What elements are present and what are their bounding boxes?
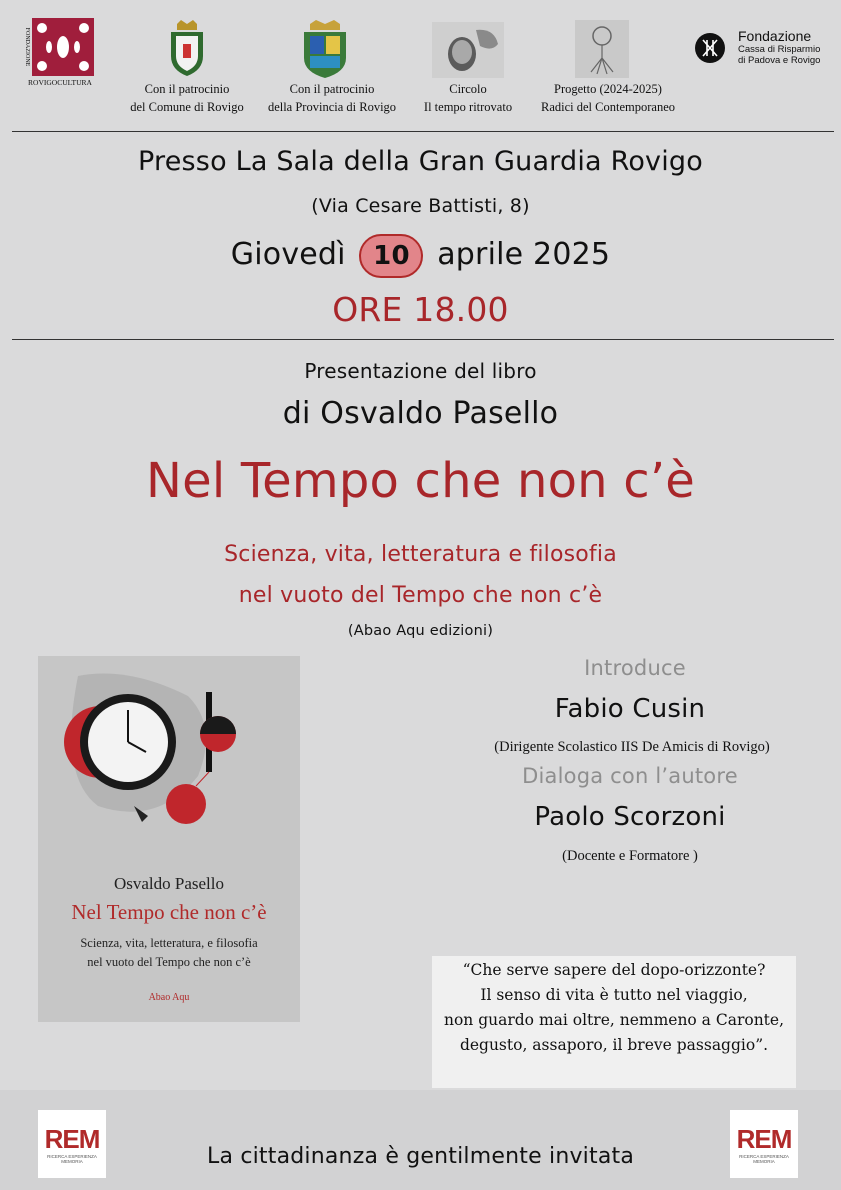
footer xyxy=(0,1090,841,1190)
publisher-note: (Abao Aqu edizioni) xyxy=(347,623,494,639)
month-year: aprile 2025 xyxy=(437,237,611,272)
cover-publisher: Abao Aqu xyxy=(148,992,190,1003)
poem-quote xyxy=(432,956,796,1088)
sponsor-provincia-label: Con il patrocinio della Provincia di Rovigo xyxy=(267,82,397,114)
rovigocultura-logo xyxy=(22,18,98,90)
book-cover-image xyxy=(38,656,300,1022)
author-line: di Osvaldo Pasello xyxy=(282,396,559,431)
cover-title: Nel Tempo che non c’è xyxy=(71,900,267,924)
dialogue-name: Paolo Scorzoni xyxy=(534,802,726,832)
presentation-intro: Presentazione del libro xyxy=(304,359,537,383)
introducer-role: (Dirigente Scolastico IIS De Amicis di Rovigo) xyxy=(494,739,770,755)
cover-author: Osvaldo Pasello xyxy=(113,874,225,893)
top-divider xyxy=(12,131,834,132)
event-date xyxy=(0,232,841,278)
introduce-label: Introduce xyxy=(584,656,686,680)
introducer-name: Fabio Cusin xyxy=(554,694,706,724)
book-title: Nel Tempo che non c’è xyxy=(145,453,696,509)
comune-rovigo-crest-icon xyxy=(165,20,209,78)
day-name: Giovedì xyxy=(230,237,346,272)
cover-subtitle: Scienza, vita, letteratura, e filosofia nel vuoto del Tempo che non c’è xyxy=(80,936,258,969)
rem-logo-right: REM RICERCA ESPERIENZA MEMORIA xyxy=(730,1110,798,1178)
sponsor-progetto-label: Progetto (2024-2025) Radici del Contemporaneo xyxy=(541,82,675,114)
provincia-rovigo-crest-icon xyxy=(300,20,350,80)
book-subtitle-1: Scienza, vita, letteratura e filosofia xyxy=(224,542,617,567)
rovigocultura-emblem-icon xyxy=(32,18,94,76)
quote-line-1: “Che serve sapere del dopo-orizzonte? xyxy=(462,961,766,979)
sponsor-circolo-label: Circolo Il tempo ritrovato xyxy=(423,82,513,114)
quote-line-3: non guardo mai oltre, nemmeno a Caronte, xyxy=(443,1011,785,1029)
rovigocultura-name: ROVIGOCULTURA xyxy=(28,78,92,87)
clock-artwork-icon xyxy=(38,656,300,866)
rovigocultura-side-text: FONDAZIONE xyxy=(24,27,30,67)
venue-text: Presso La Sala della Gran Guardia Rovigo xyxy=(138,146,703,177)
address-text: (Via Cesare Battisti, 8) xyxy=(311,195,530,217)
quote-line-4: degusto, assaporo, il breve passaggio”. xyxy=(459,1036,769,1054)
event-time: ORE 18.00 xyxy=(332,290,509,329)
book-subtitle-2: nel vuoto del Tempo che non c’è xyxy=(238,583,603,608)
sponsor-comune-label: Con il patrocinio del Comune di Rovigo xyxy=(130,82,244,114)
invitation-text: La cittadinanza è gentilmente invitata xyxy=(206,1144,635,1169)
dialogue-role: (Docente e Formatore ) xyxy=(562,848,698,864)
progetto-roots-icon xyxy=(575,20,629,78)
fondazione-cariparo-icon xyxy=(694,32,726,64)
fondazione-label: Fondazione Cassa di Risparmio di Padova e Rovigo xyxy=(738,28,821,66)
dialogue-label: Dialoga con l’autore xyxy=(522,764,738,788)
quote-line-2: Il senso di vita è tutto nel viaggio, xyxy=(480,986,748,1004)
rem-logo-left: REM RICERCA ESPERIENZA MEMORIA xyxy=(38,1110,106,1178)
day-number-badge: 10 xyxy=(359,234,423,278)
middle-divider xyxy=(12,339,834,340)
circolo-portrait-icon xyxy=(432,22,504,78)
